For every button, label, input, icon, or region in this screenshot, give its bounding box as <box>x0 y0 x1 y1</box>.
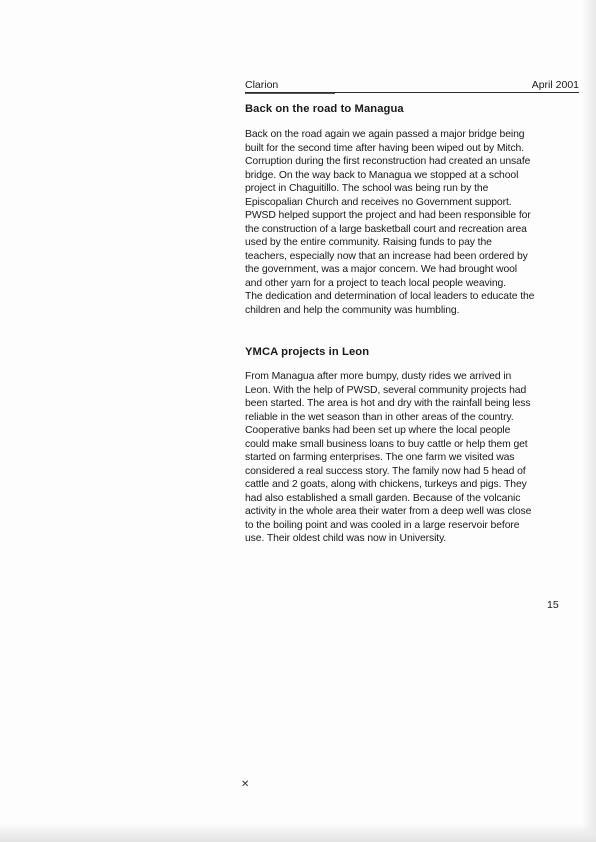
section-heading-managua: Back on the road to Managua <box>245 103 404 115</box>
header-publication-name: Clarion <box>245 79 279 91</box>
section-heading-leon: YMCA projects in Leon <box>245 346 370 358</box>
paragraph-line: cattle and 2 goats, along with chickens, turkeys and pigs. They <box>245 479 527 490</box>
paragraph-line: to the boiling point and was cooled in a large reservoir before <box>245 519 520 531</box>
paragraph-line: project in Chaguitillo. The school was being run by the <box>245 183 489 194</box>
paragraph-line: activity in the whole area their water from a deep well was close <box>245 506 532 517</box>
paragraph-line: reliable in the wet season than in other areas of the country. <box>245 411 514 423</box>
paragraph-line: Cooperative banks had been set up where the local people <box>245 425 511 436</box>
paragraph-line: built for the second time after having been wiped out by Mitch. <box>245 142 525 154</box>
scan-speck-mark: ✕ <box>241 779 250 790</box>
paragraph-line: bridge. On the way back to Managua we stopped at a school <box>245 169 519 181</box>
paragraph-line: had also established a small garden. Because of the volcanic <box>245 492 521 504</box>
paragraph-line: Leon. With the help of PWSD, several community projects had <box>245 384 527 396</box>
paragraph-line: Back on the road again we again passed a major bridge being <box>245 129 525 140</box>
header-rule-accent <box>245 93 335 94</box>
scan-edge-shadow-bottom <box>0 824 596 842</box>
paragraph-line: could make small business loans to buy cattle or help them get <box>245 438 528 450</box>
paragraph-line: and other yarn for a project to teach local people weaving. <box>245 277 506 289</box>
paragraph-line: used by the entire community. Raising funds to pay the <box>245 237 492 248</box>
paragraph-line: use. Their oldest child was now in University. <box>245 533 447 544</box>
scan-edge-shadow-right <box>582 0 596 842</box>
paragraph-line: the government, was a major concern. We had brought wool <box>245 264 518 275</box>
paragraph-line: started on farming enterprises. The one farm we visited was <box>245 452 515 463</box>
paragraph-line: the construction of a large basketball court and recreation area <box>245 223 527 235</box>
paragraph-line: teachers, especially now that an increase had been ordered by <box>245 250 528 262</box>
section-body-leon <box>245 370 580 546</box>
paragraph-line: children and help the community was humbling. <box>245 304 460 316</box>
paragraph-line: The dedication and determination of local leaders to educate the <box>245 291 535 302</box>
paragraph-line: Corruption during the first reconstruction had created an unsafe <box>245 156 531 167</box>
header-issue-date: April 2001 <box>531 79 579 91</box>
page-number: 15 <box>547 599 559 611</box>
paragraph-line: PWSD helped support the project and had been responsible for <box>245 210 531 221</box>
paragraph-line: considered a real success story. The family now had 5 head of <box>245 465 526 477</box>
running-header <box>245 79 579 93</box>
paragraph-line: been started. The area is hot and dry with the rainfall being less <box>245 398 531 409</box>
section-body-managua <box>245 128 580 317</box>
paragraph-line: From Managua after more bumpy, dusty rides we arrived in <box>245 371 512 382</box>
paragraph-line: Episcopalian Church and receives no Government support. <box>245 196 512 208</box>
